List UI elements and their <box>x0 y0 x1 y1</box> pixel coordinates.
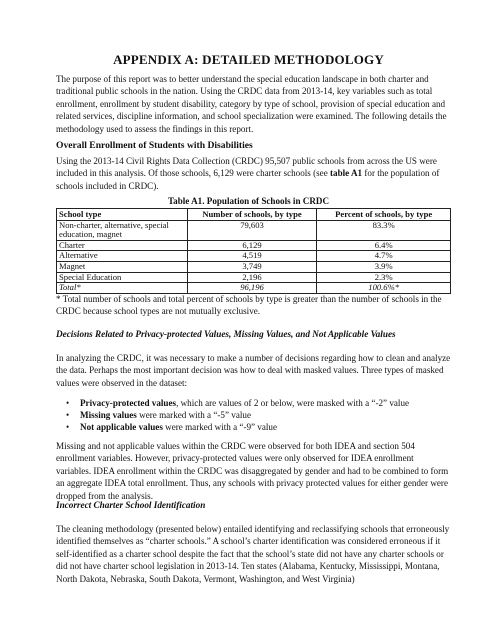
cell-school-type: Magnet <box>57 261 188 272</box>
header-school-type: School type <box>57 209 188 221</box>
table-caption: Table A1. Population of Schools in CRDC <box>167 196 330 206</box>
list-item <box>66 409 451 421</box>
bullet-icon: • <box>66 410 70 421</box>
section-heading-enrollment: Overall Enrollment of Students with Disabilities <box>56 140 253 151</box>
enrollment-text-start: Using the 2013-14 Civil Rights Data Collection (CRDC) 95,507 public schools from across the US were included in this analysis. Of those schools, 6,129 were charter schools (see <box>56 156 437 179</box>
bullet-icon: • <box>66 398 70 408</box>
enrollment-paragraph <box>56 155 451 192</box>
cell-number: 79,603 <box>187 220 317 240</box>
page-title: APPENDIX A: DETAILED METHODOLOGY <box>113 52 384 67</box>
bullet-icon: • <box>66 422 70 433</box>
list-item <box>66 421 451 433</box>
table-row <box>57 261 451 272</box>
intro-paragraph: The purpose of this report was to better understand the special education landscape in both charter and traditional public schools in the nation. Using the CRDC data from 2013-14, key variables such as total enrollment, enrollment by student disability, category by type of school, provision of special education and related services, discipline information, and school specialization were examined. The following details the methodology used to assess the findings in this report. <box>56 74 447 134</box>
list-item <box>66 397 451 409</box>
cell-total-label: Total* <box>57 283 188 294</box>
cell-number: 4,519 <box>187 251 317 262</box>
list-item-term: Missing values <box>80 410 137 421</box>
section-heading-charter-identification: Incorrect Charter School Identification <box>56 500 206 510</box>
cell-school-type: Special Education <box>57 272 188 283</box>
cell-percent: 4.7% <box>317 251 451 262</box>
header-number-of-schools: Number of schools, by type <box>187 209 317 221</box>
table-row <box>57 272 451 283</box>
cell-number: 3,749 <box>187 261 317 272</box>
table-total-row <box>57 283 451 294</box>
list-item-text: were marked with a “-9” value <box>162 422 277 433</box>
header-percent-of-schools: Percent of schools, by type <box>317 209 451 221</box>
list-item-text: were marked with a “-5” value <box>136 410 251 421</box>
table-footnote: * Total number of schools and total percent of schools by type is greater than the number of schools in the CRDC because school types are not mutually exclusive. <box>56 294 442 317</box>
enrollment-text-end: for the population of schools included in CRDC). <box>56 168 440 191</box>
table-reference: table A1 <box>330 168 363 179</box>
section-heading-masked-values: Decisions Related to Privacy-protected Values, Missing Values, and Not Applicable Values <box>56 329 396 339</box>
cell-percent: 6.4% <box>317 240 451 251</box>
charter-identification-paragraph: The cleaning methodology (presented below) entailed identifying and reclassifying schools that erroneously identified themselves as “charter schools.” A school’s charter identification was considered erroneous if it self-identified as a charter school despite the fact that the school’s state did not have any charter schools or did not have charter school legislation in 2013-14. Ten states (Alabama, Kentucky, Mississippi, Montana, North Dakota, Nebraska, South Dakota, Vermont, Washington, and West Virginia) <box>56 524 450 584</box>
cell-school-type: Alternative <box>57 251 188 262</box>
list-item-text: , which are values of 2 or below, were masked with a “-2” value <box>176 398 410 408</box>
table-row <box>57 251 451 262</box>
table-header-row <box>57 209 451 221</box>
cell-number: 6,129 <box>187 240 317 251</box>
cell-school-type: Charter <box>57 240 188 251</box>
enrollment-variables-paragraph: Missing and not applicable values within the CRDC were observed for both IDEA and section 504 enrollment variables. However, privacy-protected values were only observed for IDEA enrollment variables. IDEA enrollment within the CRDC was disaggregated by gender and had to be combined to form an aggregate IDEA total enrollment. Thus, any schools with privacy protected values for either gender were dropped from the analysis. <box>56 441 449 501</box>
cell-number: 2,196 <box>187 272 317 283</box>
cell-total-number: 96,196 <box>187 283 317 294</box>
cell-total-percent: 100.6%* <box>317 283 451 294</box>
list-item-term: Privacy-protected values <box>80 398 177 408</box>
masked-values-paragraph: In analyzing the CRDC, it was necessary to make a number of decisions regarding how to clean and analyze the data. Perhaps the most important decision was how to deal with masked values. Three types of masked values were observed in the dataset: <box>56 353 451 388</box>
masked-values-list <box>66 397 451 434</box>
table-row <box>57 240 451 251</box>
cell-school-type: Non-charter, alternative, special education, magnet <box>57 220 188 240</box>
table-row <box>57 220 451 240</box>
cell-percent: 3.9% <box>317 261 451 272</box>
cell-percent: 2.3% <box>317 272 451 283</box>
population-table <box>56 208 451 294</box>
cell-percent: 83.3% <box>317 220 451 240</box>
list-item-term: Not applicable values <box>80 422 163 433</box>
